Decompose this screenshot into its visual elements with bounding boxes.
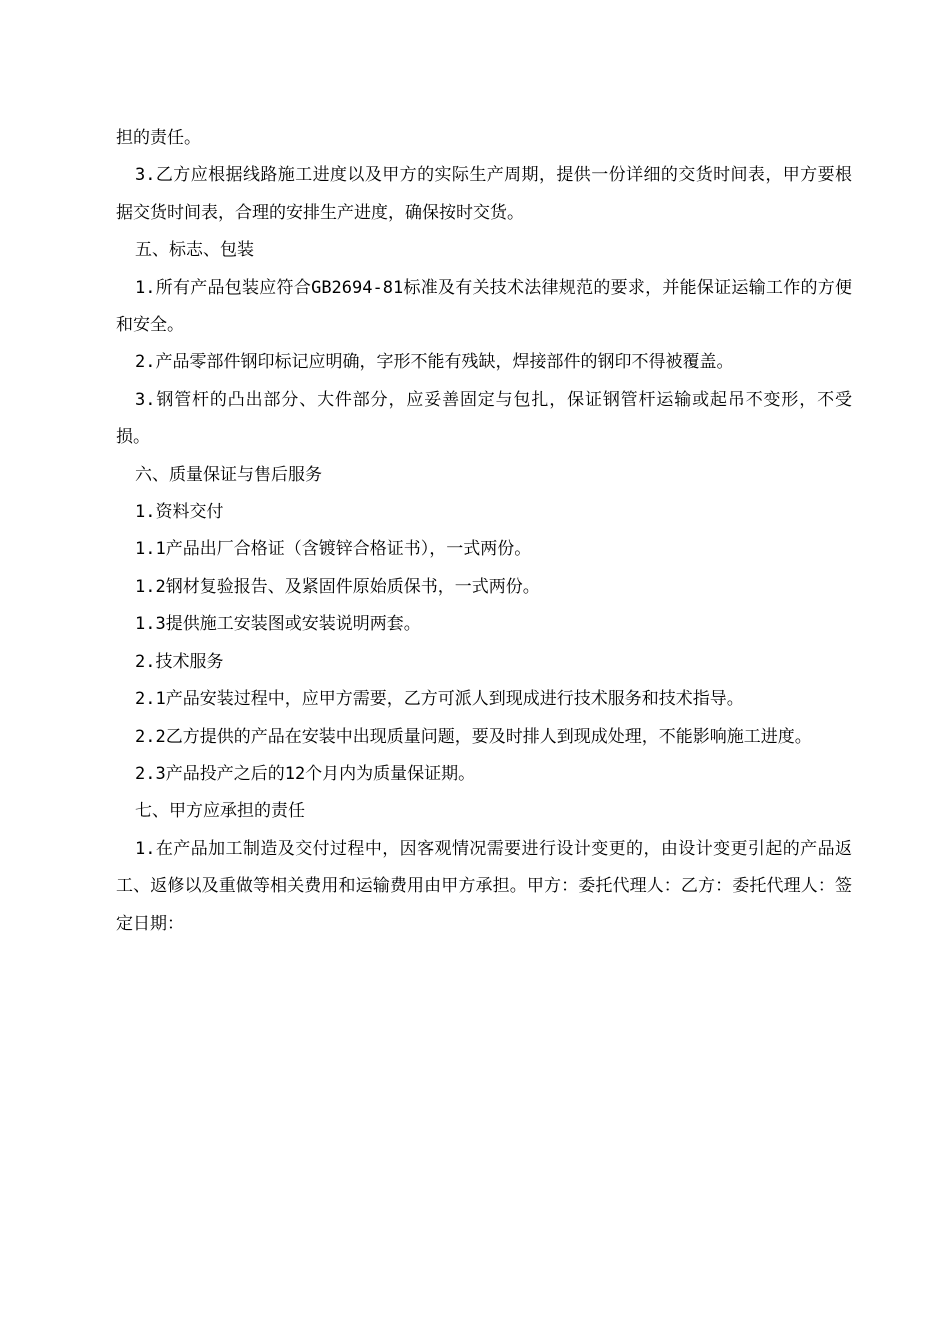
list-item-installation-drawings: 1.3提供施工安装图或安装说明两套。 <box>135 614 421 635</box>
paragraph-design-change-and-signatures: 1.在产品加工制造及交付过程中，因客观情况需要进行设计变更的，由设计变更引起的产品返工、返修以及重做等相关费用和运输费用由甲方承担。甲方：委托代理人：乙方：委托代理人：签定日期： <box>116 838 852 934</box>
paragraph-steel-stamp: 2.产品零部件钢印标记应明确，字形不能有残缺，焊接部件的钢印不得被覆盖。 <box>135 352 734 373</box>
list-item-certificate: 1.1产品出厂合格证（含镀锌合格证书），一式两份。 <box>135 539 532 560</box>
section-heading-party-a-responsibility: 七、甲方应承担的责任 <box>135 801 305 822</box>
paragraph-delivery-schedule: 3.乙方应根据线路施工进度以及甲方的实际生产周期，提供一份详细的交货时间表，甲方要根据交货时间表，合理的安排生产进度，确保按时交货。 <box>116 165 852 223</box>
list-item-quality-issue-handling: 2.2乙方提供的产品在安装中出现质量问题，要及时排人到现成处理，不能影响施工进度。 <box>135 726 812 747</box>
paragraph-continuation: 担的责任。 <box>116 128 201 148</box>
list-item-inspection-report: 1.2钢材复验报告、及紧固件原始质保书，一式两份。 <box>135 576 540 597</box>
paragraph-packaging-standard: 1.所有产品包装应符合GB2694-81标准及有关技术法律规范的要求，并能保证运输工作的方便和安全。 <box>116 277 852 336</box>
list-item-onsite-guidance: 2.1产品安装过程中，应甲方需要，乙方可派人到现成进行技术服务和技术指导。 <box>135 689 744 710</box>
section-heading-quality-service: 六、质量保证与售后服务 <box>135 464 322 485</box>
paragraph-fixing-wrapping: 3.钢管杆的凸出部分、大件部分，应妥善固定与包扎，保证钢管杆运输或起吊不变形，不受损。 <box>116 389 852 448</box>
section-heading-marking-packaging: 五、标志、包装 <box>135 240 254 261</box>
subheading-technical-service: 2.技术服务 <box>135 651 224 672</box>
list-item-warranty-period: 2.3产品投产之后的12个月内为质量保证期。 <box>135 763 476 784</box>
subheading-document-delivery: 1.资料交付 <box>135 502 224 523</box>
document-body <box>116 120 852 943</box>
